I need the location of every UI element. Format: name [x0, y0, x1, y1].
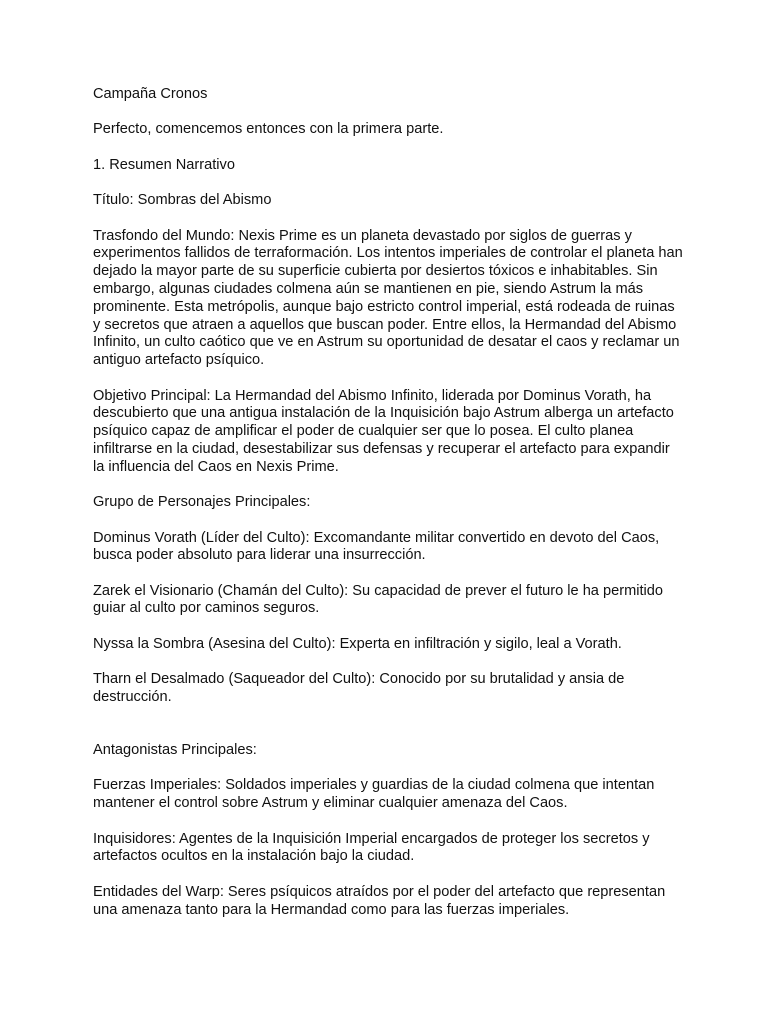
character-item: Dominus Vorath (Líder del Culto): Excomandante militar convertido en devoto del Caos, busca poder absoluto para liderar una insurrección. [93, 529, 660, 564]
document-page [93, 86, 683, 937]
blank-line [93, 724, 683, 742]
story-title: Título: Sombras del Abismo [93, 192, 272, 209]
document-title: Campaña Cronos [93, 86, 208, 102]
antagonist-item: Inquisidores: Agentes de la Inquisición Imperial encargados de proteger los secretos y artefactos ocultos en la instalación bajo la ciudad. [93, 830, 650, 865]
section-heading: 1. Resumen Narrativo [93, 156, 235, 173]
character-item: Tharn el Desalmado (Saqueador del Culto): Conocido por su brutalidad y ansia de destrucción. [93, 671, 625, 706]
antagonist-item: Entidades del Warp: Seres psíquicos atraídos por el poder del artefacto que representan una amenaza tanto para la Hermandad como para las fuerzas imperiales. [93, 883, 666, 918]
antagonist-item: Fuerzas Imperiales: Soldados imperiales y guardias de la ciudad colmena que intentan mantener el control sobre Astrum y eliminar cualquier amenaza del Caos. [93, 777, 655, 812]
character-item: Nyssa la Sombra (Asesina del Culto): Experta en infiltración y sigilo, leal a Vorath. [93, 635, 622, 652]
world-background-paragraph: Trasfondo del Mundo: Nexis Prime es un planeta devastado por siglos de guerras y experimentos fallidos de terraformación. Los intentos imperiales de controlar el planeta han dejado la mayor parte de su superficie cubierta por desiertos tóxicos e inhabitables. Sin embargo, algunas ciudades colmena aún se mantienen en pie, siendo Astrum la más prominente. Esta metrópolis, aunque bajo estricto control imperial, está rodeada de ruinas y secretos que atraen a aquellos que buscan poder. Entre ellos, la Hermandad del Abismo Infinito, un culto caótico que ve en Astrum su oportunidad de desatar el caos y reclamar un antiguo artefacto psíquico. [93, 227, 683, 369]
character-item: Zarek el Visionario (Chamán del Culto): Su capacidad de prever el futuro le ha permitido guiar al culto por caminos seguros. [93, 582, 663, 617]
main-objective-paragraph: Objetivo Principal: La Hermandad del Abismo Infinito, liderada por Dominus Vorath, ha descubierto que una antigua instalación de la Inquisición bajo Astrum alberga un artefacto psíquico capaz de amplificar el poder de cualquier ser que lo posea. El culto planea infiltrarse en la ciudad, desestabilizar sus defensas y recuperar el artefacto para expandir la influencia del Caos en Nexis Prime. [93, 387, 674, 475]
antagonists-heading: Antagonistas Principales: [93, 742, 257, 759]
characters-heading: Grupo de Personajes Principales: [93, 494, 311, 511]
intro-paragraph: Perfecto, comencemos entonces con la primera parte. [93, 121, 444, 138]
